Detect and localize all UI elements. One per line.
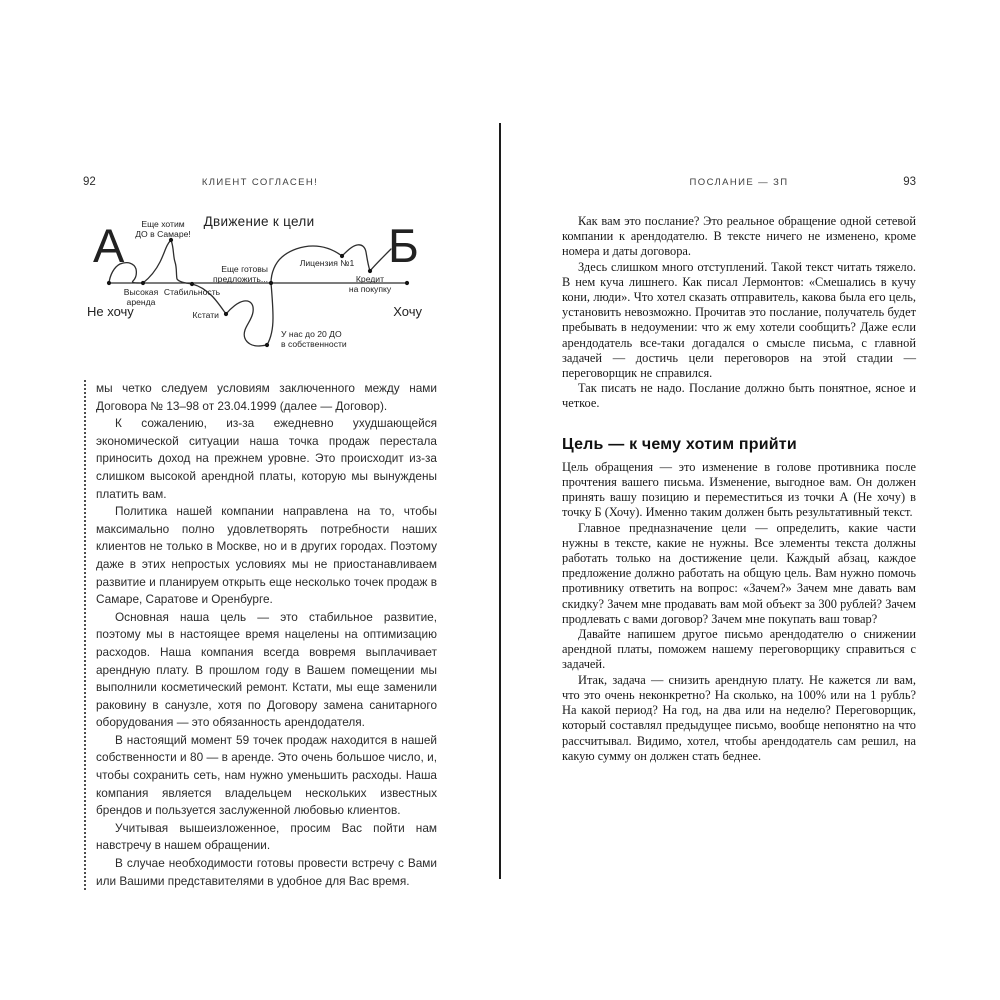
body-paragraph: Цель обращения — это изменение в голове противника после прочтения вашего письма. Изменение, выгодное вам. Он должен принять вашу позицию и переместиться из точки А (Не хочу) в точку Б (Хочу). Именно таким должен быть результативный текст. [562, 459, 916, 520]
label-license: Лицензия №1 [299, 258, 355, 268]
label-more-do-samara-line2: ДО в Самаре! [135, 229, 191, 239]
label-stability: Стабильность [163, 287, 221, 297]
label-ready-to-offer-line2: предложить... [213, 274, 268, 284]
letter-paragraph: Учитывая вышеизложенное, просим Вас пойти нам навстречу в нашем обращении. [96, 820, 437, 853]
letter-paragraph: мы четко следуем условиям заключенного между нами Договора № 13–98 от 23.04.1999 (далее — Договор). [96, 381, 437, 413]
letter-paragraph: К сожалению, из-за ежедневно ухудшающейся экономической ситуации наша точка продаж перестала приносить доход на прежнем уровне. Это происходит из-за слишком высокой арендной платы, которую мы вынуждены платить вам. [96, 416, 437, 501]
right-running-head: ПОСЛАНИЕ — ЗП [689, 177, 789, 188]
left-page-header [83, 177, 437, 191]
label-ready-to-offer: Еще готовы [221, 264, 268, 274]
label-by-the-way: Кстати [192, 310, 219, 320]
label-high-rent: Высокая [123, 287, 159, 297]
page-gutter-divider [499, 123, 501, 879]
right-page-header [562, 177, 916, 191]
label-more-do-samara: Еще хотим [141, 219, 185, 229]
quoted-letter-block [84, 380, 437, 890]
diagram-title: Движение к цели [203, 214, 315, 229]
letter-paragraph: В настоящий момент 59 точек продаж находится в нашей собственности и 80 — в аренде. Это очень большое число, и, чтобы сохранить сеть, нам нужно уменьшить расходы. Наша компания является владельцем нескольких известных брендов и пользуется заслуженной любовью клиентов. [96, 732, 437, 818]
label-high-rent-line2: аренда [126, 297, 156, 307]
right-page-number: 93 [903, 176, 916, 188]
body-paragraph: Главное предназначение цели — определить, какие части нужны в тексте, какие не нужны. Все элементы текста должны работать только на достижение цели. Каждый абзац, каждое предложение должно работать на общую цель. Вам нужно помочь противнику ответить на вопрос: «Зачем?» Зачем мне давать вам скидку? Зачем мне продавать вам мой объект за 300 рублей? Зачем продлевать с вами договор? Зачем мне покупать ваш товар? [562, 520, 916, 626]
right-page-body [562, 214, 916, 764]
axis-left-label: Не хочу [87, 304, 134, 319]
point-b-letter: Б [388, 219, 419, 272]
left-page-number: 92 [83, 176, 96, 188]
letter-paragraph: В случае необходимости готовы провести встречу с Вами или Вашими представителями в удобное для Вас время. [96, 856, 437, 888]
body-paragraph: Давайте напишем другое письмо арендодателю о снижении арендной платы, поможем нашему переговорщику справиться с задачей. [562, 627, 916, 672]
letter-paragraph: Политика нашей компании направлена на то, чтобы максимально полно удовлетворять потребности наших клиентов не только в Москве, но и в других городах. Поэтому даже в этих непростых условиях мы не приостанавливаем развитие и планируем открыть еще несколько точек продаж в Самаре, Саратове и Оренбурге. [96, 504, 437, 607]
label-purchase-credit-line2: на покупку [348, 284, 392, 294]
point-a-letter: А [93, 219, 125, 272]
body-paragraph: Здесь слишком много отступлений. Такой текст читать тяжело. В нем куча лишнего. Как писал Лермонтов: «Смешались в кучу кони, люди». Что хотел сказать отправитель, какова была его цель, установить невозможно. Прочитав это послание, получатель будет пребывать в недоумении: что ж ему хотели сообщить? Даже если арендодатель все-таки догадался о смысле письма, с главной задачей — достичь цели переговоров на этой стадии — переговорщик не справился. [562, 259, 916, 381]
body-paragraph: Так писать не надо. Послание должно быть понятное, ясное и четкое. [562, 381, 916, 411]
label-purchase-credit: Кредит [355, 274, 385, 284]
label-own-do: У нас до 20 ДО [281, 329, 342, 339]
left-running-head: КЛИЕНТ СОГЛАСЕН! [201, 177, 319, 188]
axis-right-label: Хочу [393, 304, 422, 319]
body-paragraph: Как вам это послание? Это реальное обращение одной сетевой компании к арендодателю. В тексте ничего не изменено, кроме номера и даты договора. [562, 214, 916, 259]
body-paragraph: Итак, задача — снизить арендную плату. Не кажется ли вам, что это очень неконкретно? На сколько, на 100% или на 1 рубль? На какой период? На год, на два или на неделю? Переговорщик, который составлял предыдущее письмо, вообще непонятно на что рассчитывал. Видимо, хотел, чтобы арендодатель сам решил, на какую сумму он должен стать беднее. [562, 672, 916, 763]
goal-movement-diagram [84, 204, 424, 356]
label-own-do-line2: в собственности [281, 339, 347, 349]
section-heading: Цель — к чему хотим прийти [562, 435, 797, 453]
letter-paragraph: Основная наша цель — это стабильное развитие, поэтому мы в настоящее время нацелены на оптимизацию расходов. Наша компания всегда вовремя выплачивает арендную плату. В прошлом году в Вашем помещении мы выполнили косметический ремонт. Кстати, мы еще заменили раковину в санузле, хотя по Договору замена санитарного оборудования — это обязанность арендодателя. [96, 609, 437, 730]
